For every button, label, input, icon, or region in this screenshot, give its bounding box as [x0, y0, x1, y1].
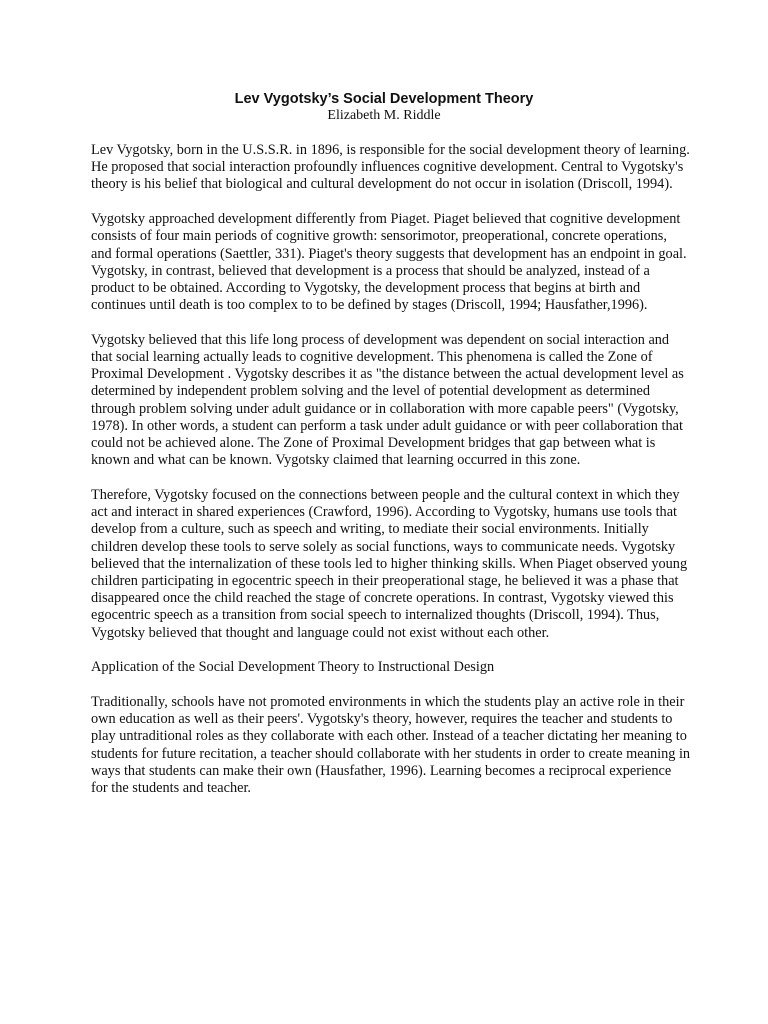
paragraph: Traditionally, schools have not promoted environments in which the students play an active role in their own education as well as their peers'. Vygotsky's theory, however, requires the teacher and students to play untraditional roles as they collaborate with each other. Instead of a teacher dictating her meaning to students for future recitation, a teacher should collaborate with her students in order to create meaning in ways that students can make their own (Hausfather, 1996). Learning becomes a reciprocal experience for the students and teacher. [91, 693, 691, 796]
section-heading: Application of the Social Development Theory to Instructional Design [91, 659, 495, 676]
document-body [91, 142, 691, 815]
paragraph: Therefore, Vygotsky focused on the connections between people and the cultural context in which they act and interact in shared experiences (Crawford, 1996). According to Vygotsky, humans use tools that develop from a culture, such as speech and writing, to mediate their social environments. Initially children develop these tools to serve solely as social functions, ways to communicate needs. Vygotsky believed that the internalization of these tools led to higher thinking skills. When Piaget observed young children participating in egocentric speech in their preoperational stage, he believed it was a phase that disappeared once the child reached the stage of concrete operations. In contrast, Vygotsky viewed this egocentric speech as a transition from social speech to internalized thoughts (Driscoll, 1994). Thus, Vygotsky believed that thought and language could not exist without each other. [91, 486, 688, 641]
paragraph: Vygotsky approached development differently from Piaget. Piaget believed that cognitive development consists of four main periods of cognitive growth: sensorimotor, preoperational, concrete operations, and formal operations (Saettler, 331). Piaget's theory suggests that development has an endpoint in goal. Vygotsky, in contrast, believed that development is a process that should be analyzed, instead of a product to be obtained. According to Vygotsky, the development process that begins at birth and continues until death is too complex to to be defined by stages (Driscoll, 1994; Hausfather,1996). [91, 211, 687, 314]
document-author: Elizabeth M. Riddle [327, 108, 441, 123]
paragraph: Vygotsky believed that this life long process of development was dependent on social interaction and that social learning actually leads to cognitive development. This phenomena is called the Zone of Proximal Development . Vygotsky describes it as "the distance between the actual development level as determined by independent problem solving and the level of potential development as determined through problem solving under adult guidance or in collaboration with more capable peers" (Vygotsky, 1978). In other words, a student can perform a task under adult guidance or with peer collaboration that could not be achieved alone. The Zone of Proximal Development bridges that gap between what is known and what can be known. Vygotsky claimed that learning occurred in this zone. [91, 331, 684, 469]
paragraph: Lev Vygotsky, born in the U.S.S.R. in 1896, is responsible for the social development theory of learning. He proposed that social interaction profoundly influences cognitive development. Central to Vygotsky's theory is his belief that biological and cultural development do not occur in isolation (Driscoll, 1994). [91, 142, 690, 193]
document-title: Lev Vygotsky’s Social Development Theory [234, 91, 534, 107]
